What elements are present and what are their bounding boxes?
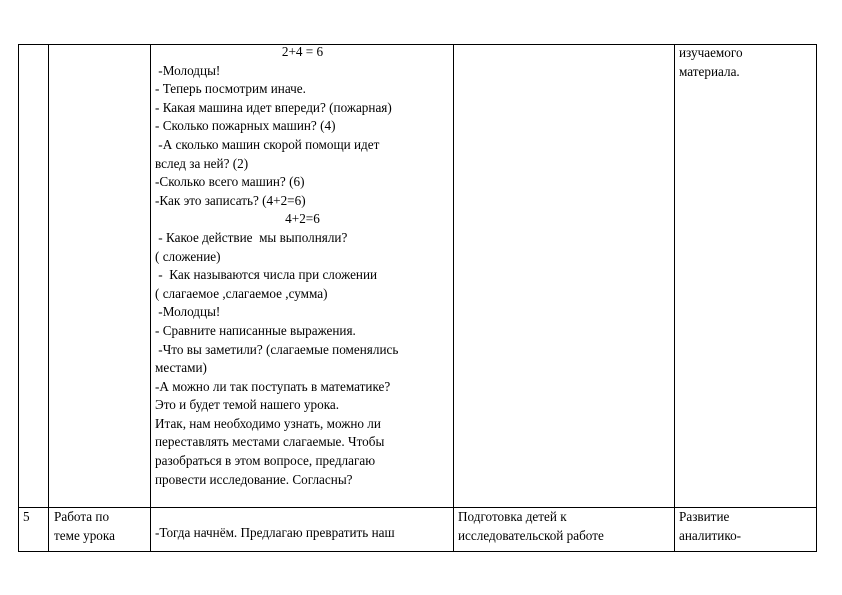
goal-line: изучаемого [679, 45, 743, 60]
table-bottom-border [18, 551, 817, 552]
stage-line: Работа по [54, 509, 110, 524]
equation-line: 4+2=6 [285, 211, 320, 227]
content-line: -А сколько машин скорой помощи идет [155, 136, 380, 152]
content-line: переставлять местами слагаемые. Чтобы [155, 434, 385, 450]
table-right-border [816, 44, 817, 552]
stage-line: теме урока [54, 527, 115, 543]
content-line: Это и будет темой нашего урока. [155, 397, 340, 413]
content-line: -Молодцы! [155, 304, 221, 320]
content-line: -Что вы заметили? (слагаемые поменялись [155, 341, 399, 357]
column-divider-2 [150, 44, 151, 552]
goal-line: Развитие [679, 509, 730, 524]
content-line: разобраться в этом вопросе, предлагаю [155, 453, 376, 469]
table-left-border [18, 44, 19, 552]
content-cell-row5: -Тогда начнём. Предлагаю превратить наш [155, 525, 395, 540]
content-line: - Сравните написанные выражения. [155, 322, 356, 338]
content-line: - Сколько пожарных машин? (4) [155, 118, 336, 134]
column-divider-4 [674, 44, 675, 552]
content-line: -Как это записать? (4+2=6) [155, 192, 306, 208]
content-line: Итак, нам необходимо узнать, можно ли [155, 415, 381, 431]
goal-cell-row5 [679, 508, 741, 545]
equation-line: 2+4 = 6 [281, 44, 324, 59]
task-line: исследовательской работе [458, 527, 604, 543]
content-line: -А можно ли так поступать в математике? [155, 378, 391, 394]
goal-cell-prev [679, 44, 743, 81]
content-line: - Какое действие мы выполняли? [155, 229, 348, 245]
row-number: 5 [23, 509, 30, 524]
goal-line: аналитико- [679, 527, 742, 543]
task-cell [458, 508, 604, 545]
task-line: Подготовка детей к [458, 509, 567, 524]
content-line: провести исследование. Согласны? [155, 471, 353, 487]
content-line: - Как называются числа при сложении [155, 267, 378, 283]
column-divider-3 [453, 44, 454, 552]
column-divider-1 [48, 44, 49, 552]
content-line: - Теперь посмотрим иначе. [155, 81, 306, 97]
content-line: ( слагаемое ,слагаемое ,сумма) [155, 285, 328, 301]
content-line: местами) [155, 360, 207, 376]
stage-cell [54, 508, 115, 545]
content-line: вслед за ней? (2) [155, 155, 249, 171]
goal-line: материала. [679, 63, 740, 79]
content-line: -Молодцы! [155, 62, 221, 78]
content-line: ( сложение) [155, 248, 221, 264]
content-line: -Сколько всего машин? (6) [155, 174, 305, 190]
content-line: - Какая машина идет впереди? (пожарная) [155, 99, 392, 115]
content-cell-prev [155, 43, 450, 489]
